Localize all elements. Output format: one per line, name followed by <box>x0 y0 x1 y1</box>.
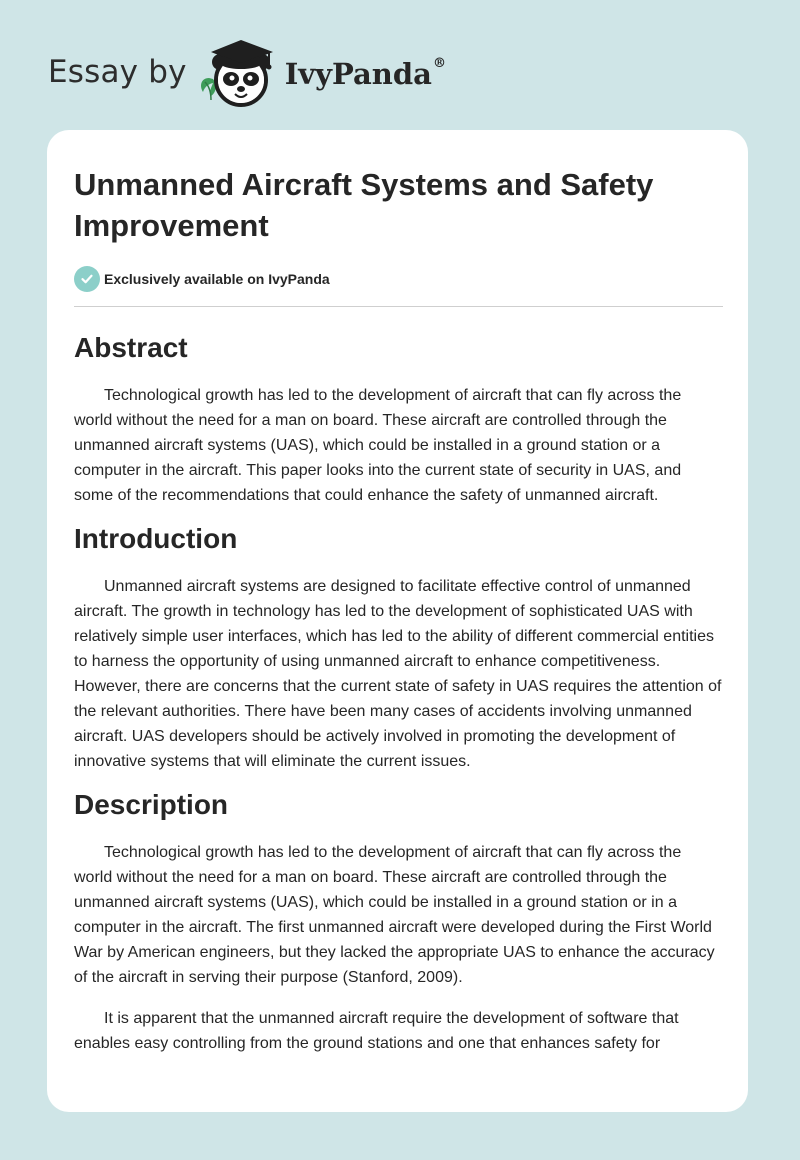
abstract-paragraph: Technological growth has led to the development of aircraft that can fly across the world without the need for a man on board. These aircraft are controlled through the unmanned aircraft systems (UAS), which could be installed in a ground station or a computer in the aircraft. This paper looks into the current state of security in UAS, and some of the recommendations that could enhance the safety of unmanned aircraft. <box>74 387 682 504</box>
badge-text: Exclusively available on IvyPanda <box>104 271 330 287</box>
description-paragraph: Technological growth has led to the development of aircraft that can fly across the world without the need for a man on board. These aircraft are controlled through the unmanned aircraft systems (UAS), which could be installed in a ground station or in a computer in the aircraft. The first unmanned aircraft were developed during the First World War by American engineers, but they lacked the appropriate UAS to enhance the accuracy of the aircraft in serving their purpose (Stanford, 2009). <box>74 844 715 986</box>
panda-graduate-icon <box>195 34 283 110</box>
check-circle-icon <box>74 266 100 292</box>
introduction-paragraph: Unmanned aircraft systems are designed to facilitate effective control of unmanned aircraft. The growth in technology has led to the development of sophisticated UAS with relatively simple user interfaces, which has led to the ability of different commercial entities to harness the opportunity of using unmanned aircraft to enhance competitiveness. However, there are concerns that the current state of safety in UAS requires the attention of the relevant authorities. There have been many cases of accidents involving unmanned aircraft. UAS developers should be actively involved in promoting the development of innovative systems that will eliminate the current issues. <box>74 578 722 770</box>
exclusive-badge <box>74 266 723 292</box>
brand-header[interactable] <box>48 34 446 110</box>
brand-prefix: Essay by <box>48 54 187 90</box>
essay-content <box>74 130 723 1056</box>
section-heading-description: Description <box>74 789 229 820</box>
page-title: Unmanned Aircraft Systems and Safety Improvement <box>74 167 654 243</box>
divider <box>74 306 723 307</box>
section-heading-abstract: Abstract <box>74 332 188 363</box>
section-heading-introduction: Introduction <box>74 523 238 554</box>
brand-name: IvyPanda® <box>284 56 446 91</box>
essay-card <box>47 130 748 1112</box>
description-paragraph: It is apparent that the unmanned aircraft require the development of software that enables easy controlling from the ground stations and one that enhances safety for <box>74 1010 679 1052</box>
